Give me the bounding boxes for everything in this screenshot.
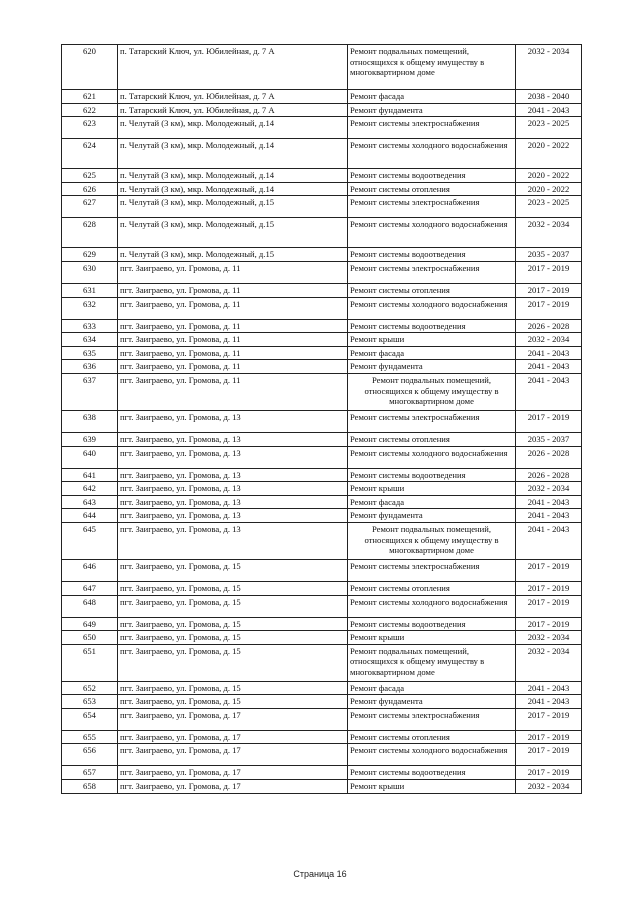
address-cell: п. Челутай (3 км), мкр. Молодежный, д.14 [118, 169, 348, 183]
period-cell: 2041 - 2043 [516, 495, 582, 509]
row-number: 626 [62, 182, 118, 196]
table-row [62, 319, 582, 333]
page-number: Страница 16 [293, 869, 347, 879]
period-cell: 2017 - 2019 [516, 766, 582, 780]
address-cell: пгт. Заиграево, ул. Громова, д. 15 [118, 595, 348, 617]
period-cell: 2032 - 2034 [516, 218, 582, 248]
address-cell: пгт. Заиграево, ул. Громова, д. 15 [118, 617, 348, 631]
address-cell: пгт. Заиграево, ул. Громова, д. 13 [118, 522, 348, 559]
table-row [62, 559, 582, 581]
period-cell: 2035 - 2037 [516, 248, 582, 262]
address-cell: пгт. Заиграево, ул. Громова, д. 15 [118, 644, 348, 681]
work-type-cell: Ремонт системы водоотведения [348, 766, 516, 780]
table-row [62, 139, 582, 169]
row-number: 634 [62, 333, 118, 347]
address-cell: пгт. Заиграево, ул. Громова, д. 11 [118, 261, 348, 283]
row-number: 623 [62, 117, 118, 139]
period-cell: 2041 - 2043 [516, 360, 582, 374]
table-row [62, 248, 582, 262]
period-cell: 2026 - 2028 [516, 446, 582, 468]
table-row [62, 90, 582, 104]
address-cell: пгт. Заиграево, ул. Громова, д. 13 [118, 432, 348, 446]
work-type-cell: Ремонт системы холодного водоснабжения [348, 218, 516, 248]
table-row [62, 744, 582, 766]
address-cell: пгт. Заиграево, ул. Громова, д. 15 [118, 695, 348, 709]
period-cell: 2041 - 2043 [516, 103, 582, 117]
row-number: 633 [62, 319, 118, 333]
work-type-cell: Ремонт крыши [348, 333, 516, 347]
row-number: 648 [62, 595, 118, 617]
row-number: 636 [62, 360, 118, 374]
row-number: 642 [62, 482, 118, 496]
address-cell: пгт. Заиграево, ул. Громова, д. 15 [118, 559, 348, 581]
table-row [62, 482, 582, 496]
period-cell: 2023 - 2025 [516, 117, 582, 139]
row-number: 647 [62, 581, 118, 595]
period-cell: 2020 - 2022 [516, 139, 582, 169]
table-row [62, 297, 582, 319]
address-cell: пгт. Заиграево, ул. Громова, д. 17 [118, 780, 348, 794]
table-row [62, 522, 582, 559]
table-row [62, 360, 582, 374]
address-cell: пгт. Заиграево, ул. Громова, д. 11 [118, 346, 348, 360]
row-number: 650 [62, 631, 118, 645]
table-row [62, 283, 582, 297]
period-cell: 2041 - 2043 [516, 695, 582, 709]
work-type-cell: Ремонт системы отопления [348, 182, 516, 196]
row-number: 657 [62, 766, 118, 780]
work-type-cell: Ремонт фундамента [348, 103, 516, 117]
row-number: 628 [62, 218, 118, 248]
row-number: 638 [62, 410, 118, 432]
table-row [62, 681, 582, 695]
address-cell: пгт. Заиграево, ул. Громова, д. 13 [118, 410, 348, 432]
row-number: 639 [62, 432, 118, 446]
address-cell: пгт. Заиграево, ул. Громова, д. 17 [118, 744, 348, 766]
period-cell: 2017 - 2019 [516, 283, 582, 297]
row-number: 624 [62, 139, 118, 169]
table-row [62, 446, 582, 468]
address-cell: п. Челутай (3 км), мкр. Молодежный, д.14 [118, 182, 348, 196]
period-cell: 2017 - 2019 [516, 581, 582, 595]
period-cell: 2017 - 2019 [516, 708, 582, 730]
work-type-cell: Ремонт фундамента [348, 509, 516, 523]
row-number: 643 [62, 495, 118, 509]
row-number: 632 [62, 297, 118, 319]
work-type-cell: Ремонт фундамента [348, 360, 516, 374]
address-cell: пгт. Заиграево, ул. Громова, д. 17 [118, 730, 348, 744]
table-row [62, 45, 582, 90]
work-type-cell: Ремонт крыши [348, 631, 516, 645]
work-type-cell: Ремонт системы отопления [348, 581, 516, 595]
table-row [62, 468, 582, 482]
table-row [62, 509, 582, 523]
work-type-cell: Ремонт системы водоотведения [348, 617, 516, 631]
table-row [62, 103, 582, 117]
period-cell: 2023 - 2025 [516, 196, 582, 218]
work-type-cell: Ремонт системы отопления [348, 283, 516, 297]
work-type-cell: Ремонт фундамента [348, 695, 516, 709]
work-type-cell: Ремонт фасада [348, 495, 516, 509]
period-cell: 2020 - 2022 [516, 169, 582, 183]
row-number: 622 [62, 103, 118, 117]
work-type-cell: Ремонт системы холодного водоснабжения [348, 595, 516, 617]
table-row [62, 617, 582, 631]
work-type-cell: Ремонт системы водоотведения [348, 319, 516, 333]
table-row [62, 410, 582, 432]
work-type-cell: Ремонт системы электроснабжения [348, 410, 516, 432]
row-number: 635 [62, 346, 118, 360]
period-cell: 2017 - 2019 [516, 559, 582, 581]
table-row [62, 708, 582, 730]
table-row [62, 581, 582, 595]
row-number: 640 [62, 446, 118, 468]
work-type-cell: Ремонт системы электроснабжения [348, 559, 516, 581]
row-number: 644 [62, 509, 118, 523]
period-cell: 2017 - 2019 [516, 595, 582, 617]
work-type-cell: Ремонт системы электроснабжения [348, 708, 516, 730]
address-cell: п. Татарский Ключ, ул. Юбилейная, д. 7 А [118, 90, 348, 104]
period-cell: 2017 - 2019 [516, 410, 582, 432]
period-cell: 2017 - 2019 [516, 730, 582, 744]
table-row [62, 730, 582, 744]
address-cell: пгт. Заиграево, ул. Громова, д. 11 [118, 283, 348, 297]
row-number: 621 [62, 90, 118, 104]
table-row [62, 780, 582, 794]
address-cell: пгт. Заиграево, ул. Громова, д. 13 [118, 446, 348, 468]
period-cell: 2032 - 2034 [516, 644, 582, 681]
table-row [62, 695, 582, 709]
work-type-cell: Ремонт системы электроснабжения [348, 261, 516, 283]
address-cell: пгт. Заиграево, ул. Громова, д. 11 [118, 373, 348, 410]
work-type-cell: Ремонт системы холодного водоснабжения [348, 744, 516, 766]
table-row [62, 595, 582, 617]
row-number: 653 [62, 695, 118, 709]
table-row [62, 182, 582, 196]
row-number: 652 [62, 681, 118, 695]
row-number: 651 [62, 644, 118, 681]
period-cell: 2032 - 2034 [516, 45, 582, 90]
work-type-cell: Ремонт системы холодного водоснабжения [348, 297, 516, 319]
address-cell: пгт. Заиграево, ул. Громова, д. 13 [118, 468, 348, 482]
table-row [62, 218, 582, 248]
work-type-cell: Ремонт системы электроснабжения [348, 117, 516, 139]
table-row [62, 766, 582, 780]
address-cell: пгт. Заиграево, ул. Громова, д. 11 [118, 360, 348, 374]
period-cell: 2041 - 2043 [516, 522, 582, 559]
table-row [62, 196, 582, 218]
row-number: 625 [62, 169, 118, 183]
address-cell: п. Татарский Ключ, ул. Юбилейная, д. 7 А [118, 103, 348, 117]
address-cell: пгт. Заиграево, ул. Громова, д. 15 [118, 681, 348, 695]
period-cell: 2017 - 2019 [516, 617, 582, 631]
row-number: 658 [62, 780, 118, 794]
table-body [62, 45, 582, 794]
table-row [62, 373, 582, 410]
work-type-cell: Ремонт фасада [348, 90, 516, 104]
work-type-cell: Ремонт системы холодного водоснабжения [348, 139, 516, 169]
period-cell: 2041 - 2043 [516, 681, 582, 695]
address-cell: пгт. Заиграево, ул. Громова, д. 11 [118, 319, 348, 333]
address-cell: пгт. Заиграево, ул. Громова, д. 13 [118, 482, 348, 496]
period-cell: 2017 - 2019 [516, 744, 582, 766]
period-cell: 2017 - 2019 [516, 261, 582, 283]
period-cell: 2041 - 2043 [516, 509, 582, 523]
row-number: 631 [62, 283, 118, 297]
address-cell: п. Татарский Ключ, ул. Юбилейная, д. 7 А [118, 45, 348, 90]
table-row [62, 261, 582, 283]
row-number: 637 [62, 373, 118, 410]
period-cell: 2032 - 2034 [516, 482, 582, 496]
period-cell: 2032 - 2034 [516, 631, 582, 645]
work-type-cell: Ремонт системы отопления [348, 730, 516, 744]
work-type-cell: Ремонт системы водоотведения [348, 248, 516, 262]
address-cell: пгт. Заиграево, ул. Громова, д. 13 [118, 509, 348, 523]
period-cell: 2020 - 2022 [516, 182, 582, 196]
period-cell: 2026 - 2028 [516, 319, 582, 333]
address-cell: пгт. Заиграево, ул. Громова, д. 15 [118, 581, 348, 595]
work-type-cell: Ремонт системы отопления [348, 432, 516, 446]
row-number: 656 [62, 744, 118, 766]
address-cell: пгт. Заиграево, ул. Громова, д. 11 [118, 297, 348, 319]
work-type-cell: Ремонт фасада [348, 681, 516, 695]
work-type-cell: Ремонт подвальных помещений, относящихся к общему имуществу в многоквартирном доме [348, 45, 516, 90]
work-type-cell: Ремонт крыши [348, 482, 516, 496]
period-cell: 2026 - 2028 [516, 468, 582, 482]
work-type-cell: Ремонт подвальных помещений, относящихся к общему имуществу в многоквартирном доме [348, 644, 516, 681]
row-number: 629 [62, 248, 118, 262]
work-type-cell: Ремонт фасада [348, 346, 516, 360]
period-cell: 2032 - 2034 [516, 333, 582, 347]
table-row [62, 346, 582, 360]
address-cell: пгт. Заиграево, ул. Громова, д. 17 [118, 766, 348, 780]
table-row [62, 117, 582, 139]
table-row [62, 495, 582, 509]
address-cell: п. Челутай (3 км), мкр. Молодежный, д.14 [118, 139, 348, 169]
row-number: 641 [62, 468, 118, 482]
period-cell: 2017 - 2019 [516, 297, 582, 319]
work-type-cell: Ремонт системы водоотведения [348, 169, 516, 183]
work-type-cell: Ремонт системы холодного водоснабжения [348, 446, 516, 468]
period-cell: 2032 - 2034 [516, 780, 582, 794]
address-cell: п. Челутай (3 км), мкр. Молодежный, д.15 [118, 218, 348, 248]
row-number: 645 [62, 522, 118, 559]
address-cell: п. Челутай (3 км), мкр. Молодежный, д.14 [118, 117, 348, 139]
period-cell: 2035 - 2037 [516, 432, 582, 446]
work-type-cell: Ремонт подвальных помещений, относящихся к общему имуществу в многоквартирном доме [348, 373, 516, 410]
row-number: 649 [62, 617, 118, 631]
period-cell: 2041 - 2043 [516, 346, 582, 360]
row-number: 620 [62, 45, 118, 90]
row-number: 630 [62, 261, 118, 283]
address-cell: п. Челутай (3 км), мкр. Молодежный, д.15 [118, 196, 348, 218]
address-cell: пгт. Заиграево, ул. Громова, д. 15 [118, 631, 348, 645]
address-cell: пгт. Заиграево, ул. Громова, д. 17 [118, 708, 348, 730]
table-row [62, 169, 582, 183]
row-number: 646 [62, 559, 118, 581]
row-number: 654 [62, 708, 118, 730]
table-row [62, 432, 582, 446]
work-type-cell: Ремонт подвальных помещений, относящихся к общему имуществу в многоквартирном доме [348, 522, 516, 559]
table-row [62, 644, 582, 681]
address-cell: п. Челутай (3 км), мкр. Молодежный, д.15 [118, 248, 348, 262]
table-row [62, 631, 582, 645]
period-cell: 2041 - 2043 [516, 373, 582, 410]
row-number: 655 [62, 730, 118, 744]
work-type-cell: Ремонт системы водоотведения [348, 468, 516, 482]
work-type-cell: Ремонт крыши [348, 780, 516, 794]
address-cell: пгт. Заиграево, ул. Громова, д. 13 [118, 495, 348, 509]
address-cell: пгт. Заиграево, ул. Громова, д. 11 [118, 333, 348, 347]
row-number: 627 [62, 196, 118, 218]
period-cell: 2038 - 2040 [516, 90, 582, 104]
work-type-cell: Ремонт системы электроснабжения [348, 196, 516, 218]
capital-repair-schedule-table [61, 44, 582, 794]
table-row [62, 333, 582, 347]
